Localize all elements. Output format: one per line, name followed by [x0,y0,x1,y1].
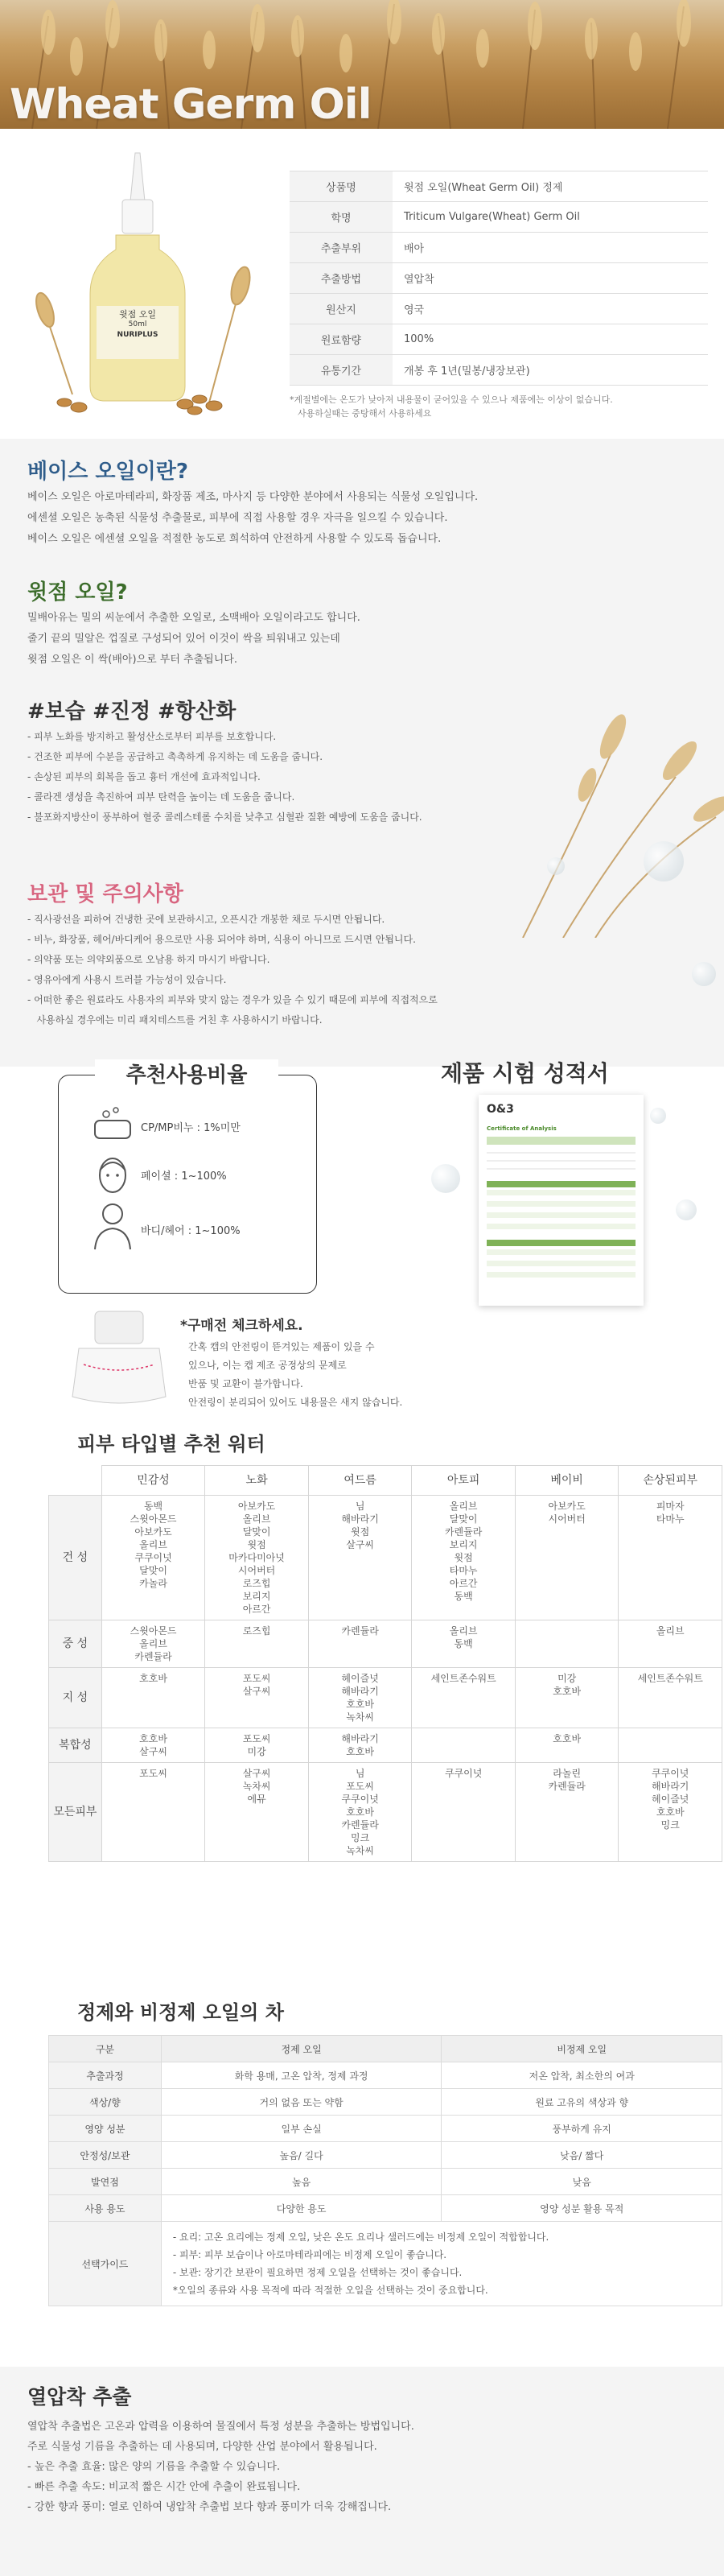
diff-header: 정제 오일 [161,2036,442,2062]
diff-table-cell: 거의 없음 또는 약함 [161,2089,442,2116]
skin-table-cell: 호호바 [101,1668,205,1728]
skin-table-cell: 세인트존수워트 [412,1668,516,1728]
skin-table-row [49,1496,722,1620]
storage-item: - 직사광선을 피하여 건냉한 곳에 보관하시고, 오픈시간 개봉한 채로 두시면 안됩니다. [27,914,385,925]
diff-table-cell: 저온 압착, 최소한의 여과 [442,2062,722,2089]
skin-table-cell: 라놀린 카렌듈라 [515,1763,619,1862]
water-drop-image [644,841,684,881]
guide-line: - 보관: 장기간 보관이 필요하면 정제 오일을 선택하는 것이 좋습니다. [172,2267,463,2278]
diff-table-row [49,2195,722,2222]
refined-comparison-table [48,2035,722,2306]
notice-line: 사용하실때는 중탕해서 사용하세요 [298,408,432,419]
diff-row-label: 추출과정 [49,2062,162,2089]
diff-table-body [49,2062,722,2222]
diff-table-cell: 낮음/ 짧다 [442,2142,722,2169]
spec-key: 추출방법 [290,263,393,294]
cap-ring-image [63,1308,175,1413]
storage-item: - 영유아에게 사용시 트러블 가능성이 있습니다. [27,974,227,985]
certificate-doc-title: Certificate of Analysis [487,1125,557,1132]
skin-table-cell: 쿠쿠이넛 [412,1763,516,1862]
skin-table-cell: 호호바 살구씨 [101,1728,205,1763]
skin-table-cell [619,1728,722,1763]
base-line: 베이스 오일은 아로마테라피, 화장품 제조, 마사지 등 다양한 분야에서 사용되는 식물성 오일입니다. [27,491,479,503]
certificate-table-image [487,1137,636,1298]
wheatgerm-text [27,608,510,671]
certificate-brand: O&3 [487,1103,514,1116]
skin-table-cell: 올리브 [619,1620,722,1668]
diff-guide-label: 선택가이드 [49,2222,162,2306]
diff-table-cell: 원료 고유의 색상과 향 [442,2089,722,2116]
skin-table-cell: 카렌듈라 [308,1620,412,1668]
spec-key: 원료함량 [290,324,393,355]
usage-title: 추천사용비율 [95,1059,278,1092]
diff-table-cell: 영양 성분 활용 목적 [442,2195,722,2222]
guide-line: - 피부: 피부 보습이나 아로마테라피에는 비정제 오일이 좋습니다. [172,2249,447,2260]
face-icon [88,1151,137,1199]
product-bottle-image [16,145,274,419]
skin-table-cell: 포도씨 미강 [205,1728,309,1763]
skin-table-cell: 동백 스윗아몬드 아보카도 올리브 쿠쿠이넛 달맞이 카놀라 [101,1496,205,1620]
diff-table-cell: 높음 [161,2169,442,2195]
spec-row [290,202,708,233]
diff-table-row [49,2142,722,2169]
skin-row-label: 복합성 [49,1728,102,1763]
diff-table-cell: 화학 용매, 고온 압착, 정제 과정 [161,2062,442,2089]
diff-header: 비정제 오일 [442,2036,722,2062]
certificate-title: 제품 시험 성적서 [441,1060,609,1087]
storage-list [27,910,671,1030]
skin-table-cell: 로즈힙 [205,1620,309,1668]
skin-column-header: 여드름 [308,1466,412,1496]
caution-text [188,1338,402,1412]
diff-guide-text [161,2222,722,2306]
spec-row [290,355,708,386]
diff-guide-row [49,2222,722,2306]
skin-table-cell [412,1728,516,1763]
base-oil-text [27,487,703,550]
press-text [27,2417,703,2517]
benefit-item: - 불포화지방산이 풍부하여 혈중 콜레스테롤 수치를 낮추고 심혈관 질환 예방에 도움을 줍니다. [27,811,422,823]
spec-key: 상품명 [290,171,393,202]
spec-row [290,324,708,355]
skin-table-cell: 세인트존수워트 [619,1668,722,1728]
skin-table-cell: 올리브 달맞이 카렌듈라 보리지 윗점 타마누 아르간 동백 [412,1496,516,1620]
skin-table-cell: 호호바 [515,1728,619,1763]
skin-table-cell: 피마자 타마누 [619,1496,722,1620]
press-line: 열압착 추출법은 고온과 압력을 이용하여 물질에서 특정 성분을 추출하는 방법입니다. [27,2421,414,2433]
skin-header-corner [49,1466,102,1496]
spec-value: 100% [393,324,708,355]
skin-table-cell [515,1620,619,1668]
bottle-label-name: 윗점 오일 [118,309,156,320]
storage-title: 보관 및 주의사항 [27,882,183,906]
diff-row-label: 색상/향 [49,2089,162,2116]
diff-table-cell: 낮음 [442,2169,722,2195]
skin-table-row [49,1620,722,1668]
skin-table-cell: 쿠쿠이넛 해바라기 헤이즐넛 호호바 밍크 [619,1763,722,1862]
skin-column-header: 민감성 [101,1466,205,1496]
bottle-label-volume: 50ml [128,320,147,328]
base-line: 에센셜 오일은 농축된 식물성 추출물로, 피부에 직접 사용할 경우 자극을 일으킬 수 있습니다. [27,512,448,524]
diff-table-row [49,2116,722,2142]
diff-table-row [49,2089,722,2116]
storage-item: - 의약품 또는 의약외품으로 오남용 하지 마시기 바랍니다. [27,954,270,965]
wheatgerm-title: 윗점 오일? [27,580,128,605]
base-oil-title: 베이스 오일이란? [27,460,188,484]
skin-table-cell: 님 포도씨 쿠쿠이넛 호호바 카렌듈라 밍크 녹차씨 [308,1763,412,1862]
press-title: 열압착 추출 [27,2385,132,2409]
skin-table-row [49,1728,722,1763]
diff-table-cell: 다양한 용도 [161,2195,442,2222]
skin-column-header: 아토피 [412,1466,516,1496]
diff-title: 정제와 비정제 오일의 차 [77,2001,284,2024]
skin-table-cell: 올리브 동백 [412,1620,516,1668]
diff-table-row [49,2062,722,2089]
diff-table-cell: 일부 손실 [161,2116,442,2142]
benefits-list [27,727,655,828]
skin-table-cell: 헤이즐넛 해바라기 호호바 녹차씨 [308,1668,412,1728]
skin-table-cell: 아보카도 올리브 달맞이 윗점 마카다미아넛 시어버터 로즈힙 보리지 아르간 [205,1496,309,1620]
skin-table-cell: 포도씨 [101,1763,205,1862]
skin-table-cell: 아보카도 시어버터 [515,1496,619,1620]
water-drop-image [547,857,565,875]
skin-table-cell: 포도씨 살구씨 [205,1668,309,1728]
benefit-item: - 건조한 피부에 수분을 공급하고 촉촉하게 유지하는 데 도움을 줍니다. [27,751,323,762]
skin-table-row [49,1668,722,1728]
storage-item: - 어떠한 좋은 원료라도 사용자의 피부와 맞지 않는 경우가 있을 수 있기 때문에 피부에 직접적으로 [27,994,438,1005]
water-drop-image [676,1199,697,1220]
skin-table-cell: 스윗아몬드 올리브 카렌듈라 [101,1620,205,1668]
spec-value: 윗점 오일(Wheat Germ Oil) 정제 [393,171,708,202]
info-section [0,439,724,1067]
benefit-item: - 손상된 피부의 회복을 돕고 흉터 개선에 효과적입니다. [27,771,261,782]
storage-item: 사용하실 경우에는 미리 패치테스트를 거친 후 사용하시기 바랍니다. [27,1014,323,1026]
diff-row-label: 발연점 [49,2169,162,2195]
caution-line: 간혹 캡의 안전링이 뜯겨있는 제품이 있을 수 [188,1341,375,1352]
diff-row-label: 안정성/보관 [49,2142,162,2169]
spec-row [290,233,708,263]
storage-item: - 비누, 화장품, 헤어/바디케어 용으로만 사용 되어야 하며, 식용이 아니므로 드시면 안됩니다. [27,934,416,945]
diff-row-label: 영양 성분 [49,2116,162,2142]
soap-icon [88,1103,137,1151]
diff-row-label: 사용 용도 [49,2195,162,2222]
skin-table-cell: 님 해바라기 윗점 살구씨 [308,1496,412,1620]
press-line: - 빠른 추출 속도: 비교적 짧은 시간 안에 추출이 완료됩니다. [27,2481,301,2493]
usage-soap: CP/MP비누 : 1%미만 [141,1122,241,1134]
water-drop-image [431,1164,460,1193]
skin-type-table [48,1465,722,1862]
skin-column-header: 베이비 [515,1466,619,1496]
diff-table-row [49,2169,722,2195]
wheatgerm-line: 윗점 오일은 이 싹(배아)으로 부터 추출됩니다. [27,654,237,666]
spec-key: 추출부위 [290,233,393,263]
skin-row-label: 건 성 [49,1496,102,1620]
skin-table-cell: 해바라기 호호바 [308,1728,412,1763]
spec-value: 영국 [393,294,708,324]
skin-row-label: 중 성 [49,1620,102,1668]
diff-header: 구분 [49,2036,162,2062]
spec-key: 학명 [290,202,393,233]
usage-facial: 페이셜 : 1~100% [141,1170,227,1183]
press-section [0,2367,724,2576]
water-drop-image [650,1108,666,1124]
spec-value: Triticum Vulgare(Wheat) Germ Oil [393,202,708,233]
skin-table-title: 피부 타입별 추천 워터 [77,1433,265,1455]
skin-row-label: 지 성 [49,1668,102,1728]
wheatgerm-line: 밀배아유는 밀의 씨눈에서 추출한 오일로, 소맥배아 오일이라고도 합니다. [27,612,360,624]
skin-table-cell: 살구씨 녹차씨 에뮤 [205,1763,309,1862]
press-line: - 높은 추출 효율: 많은 양의 기름을 추출할 수 있습니다. [27,2461,281,2473]
hero-title: Wheat Germ Oil [10,80,372,129]
spec-value: 열압착 [393,263,708,294]
spec-value: 배아 [393,233,708,263]
skin-column-header: 손상된피부 [619,1466,722,1496]
skin-column-header: 노화 [205,1466,309,1496]
skin-table-row [49,1763,722,1862]
certificate-document-image [479,1095,644,1306]
skin-table-cell: 미강 호호바 [515,1668,619,1728]
caution-line: 있으나, 이는 캡 제조 공정상의 문제로 [188,1360,347,1371]
spec-value: 개봉 후 1년(밀봉/냉장보관) [393,355,708,386]
base-line: 베이스 오일은 에센셜 오일을 적절한 농도로 희석하여 안전하게 사용할 수 있도록 돕습니다. [27,533,442,545]
usage-body: 바디/헤어 : 1~100% [141,1225,241,1237]
benefit-item: - 콜라겐 생성을 촉진하여 피부 탄력을 높이는 데 도움을 줍니다. [27,791,295,803]
press-line: - 강한 향과 풍미: 열로 인하여 냉압착 추출법 보다 향과 풍미가 더욱 강해집니다. [27,2501,392,2513]
diff-table-cell: 높음/ 길다 [161,2142,442,2169]
bottle-label [97,309,179,341]
benefits-title: #보습 #진정 #항산화 [27,700,237,724]
caution-line: 반품 및 교환이 불가합니다. [188,1378,303,1389]
water-drop-image [692,962,716,986]
product-section [0,137,724,443]
storage-notice [290,393,716,420]
spec-row [290,263,708,294]
notice-line: *계절별에는 온도가 낮아져 내용물이 굳어있을 수 있으나 제품에는 이상이 없습니다. [290,394,613,405]
spec-table [290,171,708,386]
skin-table-body [49,1496,722,1862]
press-line: 주로 식물성 기름을 추출하는 데 사용되며, 다양한 산업 분야에서 활용됩니다. [27,2441,377,2453]
benefit-item: - 피부 노화를 방지하고 활성산소로부터 피부를 보호합니다. [27,731,277,742]
hero-banner [0,0,724,129]
skin-header-row [49,1466,722,1496]
spec-key: 유통기간 [290,355,393,386]
spec-key: 원산지 [290,294,393,324]
spec-row [290,171,708,202]
guide-line: - 요리: 고온 요리에는 정제 오일, 낮은 온도 요리나 샐러드에는 비정제 오일이 적합합니다. [172,2231,549,2243]
bottle-label-brand: NURIPLUS [117,331,158,339]
diff-table-cell: 풍부하게 유지 [442,2116,722,2142]
skin-row-label: 모든피부 [49,1763,102,1862]
caution-title: *구매전 체크하세요. [180,1318,303,1334]
spec-row [290,294,708,324]
body-icon [88,1199,137,1256]
guide-line: *오일의 종류와 사용 목적에 따라 적절한 오일을 선택하는 것이 중요합니다. [172,2285,488,2296]
caution-line: 안전링이 분리되어 있어도 내용물은 새지 않습니다. [188,1397,403,1408]
wheatgerm-line: 줄기 끝의 밀알은 껍질로 구성되어 있어 이것이 싹을 틔워내고 있는데 [27,633,340,645]
diff-header-row [49,2036,722,2062]
